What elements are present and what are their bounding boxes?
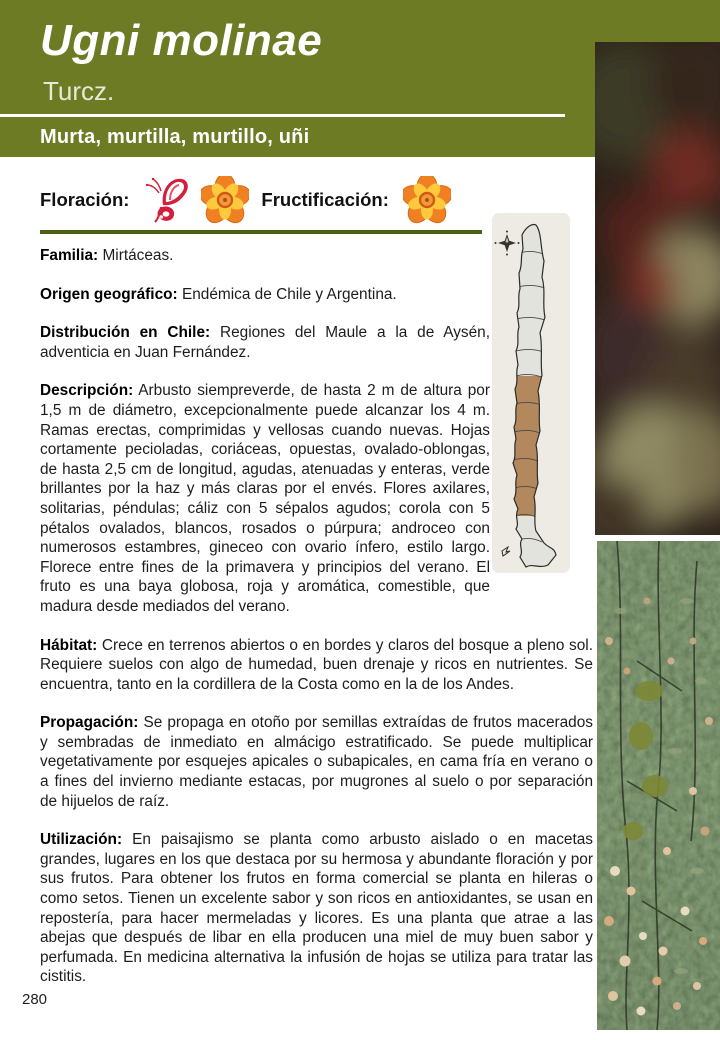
section-divider — [40, 230, 482, 234]
photo-berries-closeup — [595, 42, 720, 535]
section-distribucion — [40, 323, 490, 362]
phenology-row — [40, 174, 451, 226]
section-origen — [40, 285, 490, 305]
section-text: Crece en terrenos abiertos o en bordes y claros del bosque a pleno sol. Requiere suelos con algo de humedad, buen drenaje y ricos en nutrientes. Se encuentra, tanto en la cordillera de la Costa como en la de los Andes. — [40, 636, 593, 693]
fructificacion-label: Fructificación: — [261, 189, 389, 210]
page-number: 280 — [22, 991, 48, 1008]
photo-berries-closeup-image — [595, 42, 720, 535]
section-label: Hábitat: — [40, 636, 98, 654]
section-utilizacion — [40, 830, 593, 987]
section-label: Familia: — [40, 247, 99, 264]
section-text: Mirtáceas. — [102, 247, 174, 264]
section-label: Descripción: — [40, 382, 134, 400]
section-text: Endémica de Chile y Argentina. — [181, 285, 397, 303]
section-label: Utilización: — [40, 831, 123, 849]
photo-shrub-with-berries — [597, 541, 720, 1030]
section-descripcion — [40, 381, 490, 616]
common-names: Murta, murtilla, murtillo, uñi — [40, 126, 310, 148]
section-text: En paisajismo se planta como arbusto aislado o en macetas grandes, lugares en los que destaca por su hermosa y abundante floración y por sus frutos. Para obtener los frutos en forma comercial se planta en hileras o como setos. Tienen un excelente sabor y son ricos en antioxidantes, se usan en repostería, para hacer mermeladas y licores. Es una planta que atrae a las abejas que después de libar en ella producen una miel de muy buen sabor y perfumada. En medicina alternativa la infusión de hojas se utiliza para tratar las cistitis. — [40, 831, 593, 986]
photo-shrub-image — [597, 541, 720, 1030]
species-title: Ugni molinae — [40, 16, 323, 65]
section-text: Se propaga en otoño por semillas extraídas de frutos macerados y sembradas de inmediato en almácigo estratificado. Se puede multiplicar vegetativamente por esquejes apicales o subapicales, en cama fría en verano o a fines del invierno mediante estacas, por mugrones al suelo o por separación de hijuelos de raíz. — [40, 714, 594, 810]
header-divider — [0, 114, 565, 117]
article-body — [40, 246, 593, 1006]
floracion-label: Floración: — [40, 189, 130, 210]
species-author: Turcz. — [43, 76, 115, 106]
section-text: Arbusto siempreverde, de hasta 2 m de altura por 1,5 m de diámetro, excepcionalmente puede alcanzar los 4 m. Ramas erectas, comprimidas y vellosas cuando nuevas. Hojas cortamente pecioladas, coriáceas, opuestas, ovalado-oblongas, de hasta 2,5 cm de longitud, agudas, atenuadas y enteras, verde brillantes por la haz y más claras por el envés. Flores axilares, solitarias, péndulas; cáliz con 5 sépalos agudos; corola con 5 pétalos ovalados, blancos, rosados o púrpura; androceo con numerosos estambres, gineceo con ovario ínfero, estilo largo. Florece entre fines de la primavera y principios del verano. El fruto es una baya globosa, roja y aromática, comestible, que madura desde mediados del verano. — [40, 382, 490, 615]
section-label: Propagación: — [40, 714, 139, 732]
section-propagacion — [40, 713, 593, 811]
section-text: Regiones del Maule a la de Aysén, adventicia en Juan Fernández. — [40, 324, 490, 361]
butterfly-icon — [143, 176, 195, 224]
section-familia — [40, 246, 490, 266]
section-label: Distribución en Chile: — [40, 324, 211, 342]
flower-icon — [403, 176, 451, 224]
section-label: Origen geográfico: — [40, 285, 178, 303]
section-habitat — [40, 636, 593, 695]
flower-icon — [201, 176, 249, 224]
